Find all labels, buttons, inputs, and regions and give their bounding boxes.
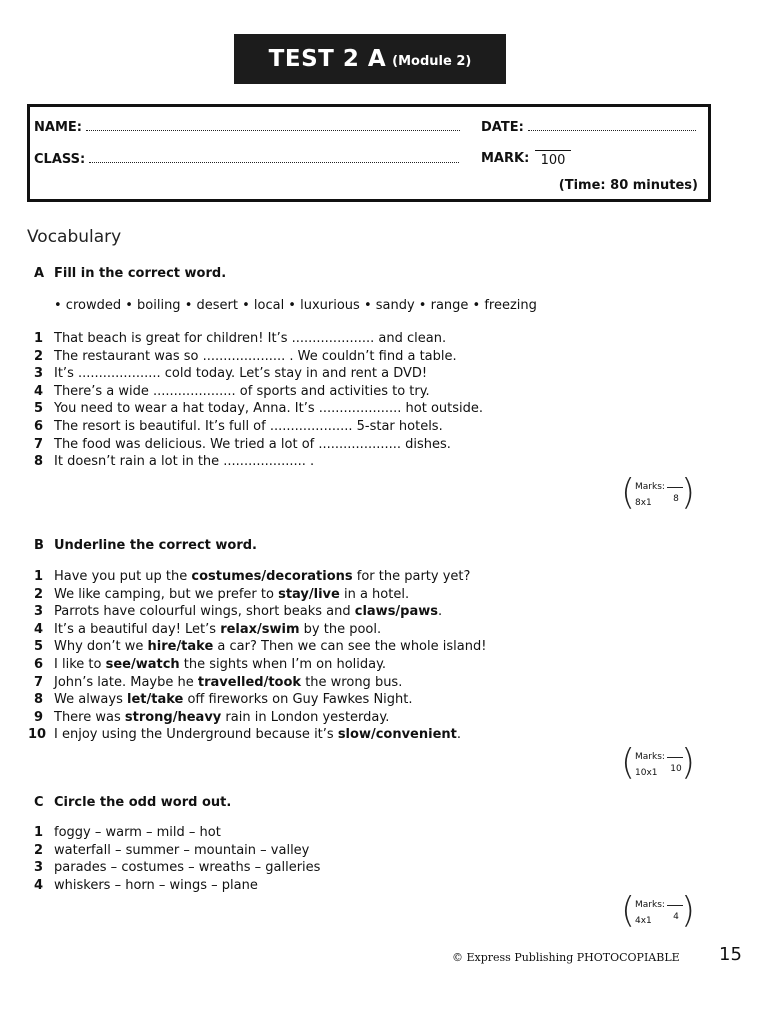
test-title: TEST 2 A (268, 46, 387, 72)
name-blank (86, 119, 460, 131)
part-a-list (34, 330, 483, 471)
part-b-list (28, 568, 487, 744)
marks-total: 4 (673, 912, 679, 922)
mark-fraction-line (535, 150, 571, 151)
mark-field[interactable] (481, 151, 529, 166)
part-b-marks: ( Marks: 10 10x1 ) (621, 742, 695, 783)
list-item: 6 The resort is beautiful. It’s full of .................... 5-star hotels. (34, 418, 443, 434)
part-c-list (34, 824, 320, 894)
list-item: 3 parades – costumes – wreaths – galleries (34, 860, 321, 876)
list-item: 2 The restaurant was so .................... . We couldn’t find a table. (34, 348, 457, 364)
word-choice[interactable]: stay/live (278, 586, 340, 602)
list-item: 8 We always let/take off fireworks on Guy Fawkes Night. (34, 692, 413, 708)
part-c-instruction (34, 795, 231, 810)
marks-label: Marks: (635, 482, 665, 492)
word-choice[interactable]: slow/convenient (337, 727, 457, 743)
section-heading: Vocabulary (27, 227, 122, 247)
mark-total: 100 (540, 153, 566, 168)
word-choice[interactable]: travelled/took (197, 674, 302, 690)
list-item: 4 There’s a wide .................... of sports and activities to try. (34, 383, 430, 399)
list-item: 4 It’s a beautiful day! Let’s relax/swim by the pool. (34, 621, 382, 637)
marks-total: 10 (670, 764, 682, 774)
marks-label: Marks: (635, 752, 665, 762)
marks-calc: 8x1 (635, 498, 652, 508)
part-a-marks: ( Marks: 8 8x1 ) (621, 472, 695, 513)
marks-label: Marks: (635, 900, 665, 910)
part-b-letter: B (34, 538, 44, 553)
list-item: 2 We like camping, but we prefer to stay/live in a hotel. (34, 586, 410, 602)
page-number: 15 (719, 944, 742, 965)
part-c-instruction-text: Circle the odd word out. (54, 795, 232, 810)
test-title-banner (234, 34, 506, 84)
word-choice[interactable]: see/watch (105, 656, 180, 672)
list-item: 3 Parrots have colourful wings, short beaks and claws/paws. (34, 604, 443, 620)
list-item: 5 Why don’t we hire/take a car? Then we can see the whole island! (34, 639, 487, 655)
list-item: 9 There was strong/heavy rain in London yesterday. (34, 709, 390, 725)
list-item: 8 It doesn’t rain a lot in the .................... . (34, 454, 315, 470)
date-field[interactable] (481, 119, 696, 135)
date-blank (528, 119, 696, 131)
list-item: 1 Have you put up the costumes/decorations for the party yet? (34, 569, 471, 584)
list-item: 3 It’s .................... cold today. Let’s stay in and rent a DVD! (34, 366, 428, 382)
word-choice[interactable]: hire/take (147, 639, 214, 655)
list-item: 10 I enjoy using the Underground because it’s slow/convenient. (28, 727, 462, 743)
list-item: 1 foggy – warm – mild – hot (34, 825, 221, 840)
test-subtitle: (Module 2) (392, 53, 472, 69)
mark-fraction (535, 150, 571, 168)
list-item: 7 The food was delicious. We tried a lot of .................... dishes. (34, 436, 451, 452)
time-limit: (Time: 80 minutes) (558, 178, 698, 193)
list-item: 1 That beach is great for children! It’s .................... and clean. (34, 331, 447, 346)
part-b-instruction-text: Underline the correct word. (54, 538, 257, 553)
part-a-letter: A (34, 266, 45, 281)
word-choice[interactable]: let/take (127, 692, 184, 708)
name-label: NAME: (34, 120, 82, 135)
class-blank (89, 151, 459, 163)
word-choice[interactable]: claws/paws (354, 604, 439, 620)
part-a-instruction-text: Fill in the correct word. (54, 266, 227, 281)
mark-label: MARK: (481, 151, 530, 166)
list-item: 5 You need to wear a hat today, Anna. It’s .................... hot outside. (34, 401, 484, 417)
part-c-letter: C (34, 795, 44, 810)
copyright-footer: © Express Publishing PHOTOCOPIABLE (452, 951, 680, 964)
list-item: 2 waterfall – summer – mountain – valley (34, 842, 310, 858)
list-item: 6 I like to see/watch the sights when I’m on holiday. (34, 656, 387, 672)
marks-total: 8 (673, 494, 679, 504)
part-c-marks: ( Marks: 4 4x1 ) (621, 890, 695, 931)
part-a-instruction (34, 266, 226, 281)
class-field[interactable] (34, 151, 459, 167)
marks-calc: 10x1 (635, 768, 658, 778)
marks-calc: 4x1 (635, 916, 652, 926)
list-item: 4 whiskers – horn – wings – plane (34, 877, 258, 893)
part-b-instruction (34, 538, 257, 553)
part-a-wordbank: • crowded • boiling • desert • local • luxurious • sandy • range • freezing (54, 298, 537, 313)
class-label: CLASS: (34, 152, 86, 167)
name-field[interactable] (34, 119, 460, 135)
list-item: 7 John’s late. Maybe he travelled/took the wrong bus. (34, 674, 403, 690)
word-choice[interactable]: strong/heavy (124, 709, 222, 725)
date-label: DATE: (481, 120, 524, 135)
word-choice[interactable]: relax/swim (220, 621, 300, 637)
student-info-box (27, 104, 711, 202)
word-choice[interactable]: costumes/decorations (191, 569, 353, 584)
